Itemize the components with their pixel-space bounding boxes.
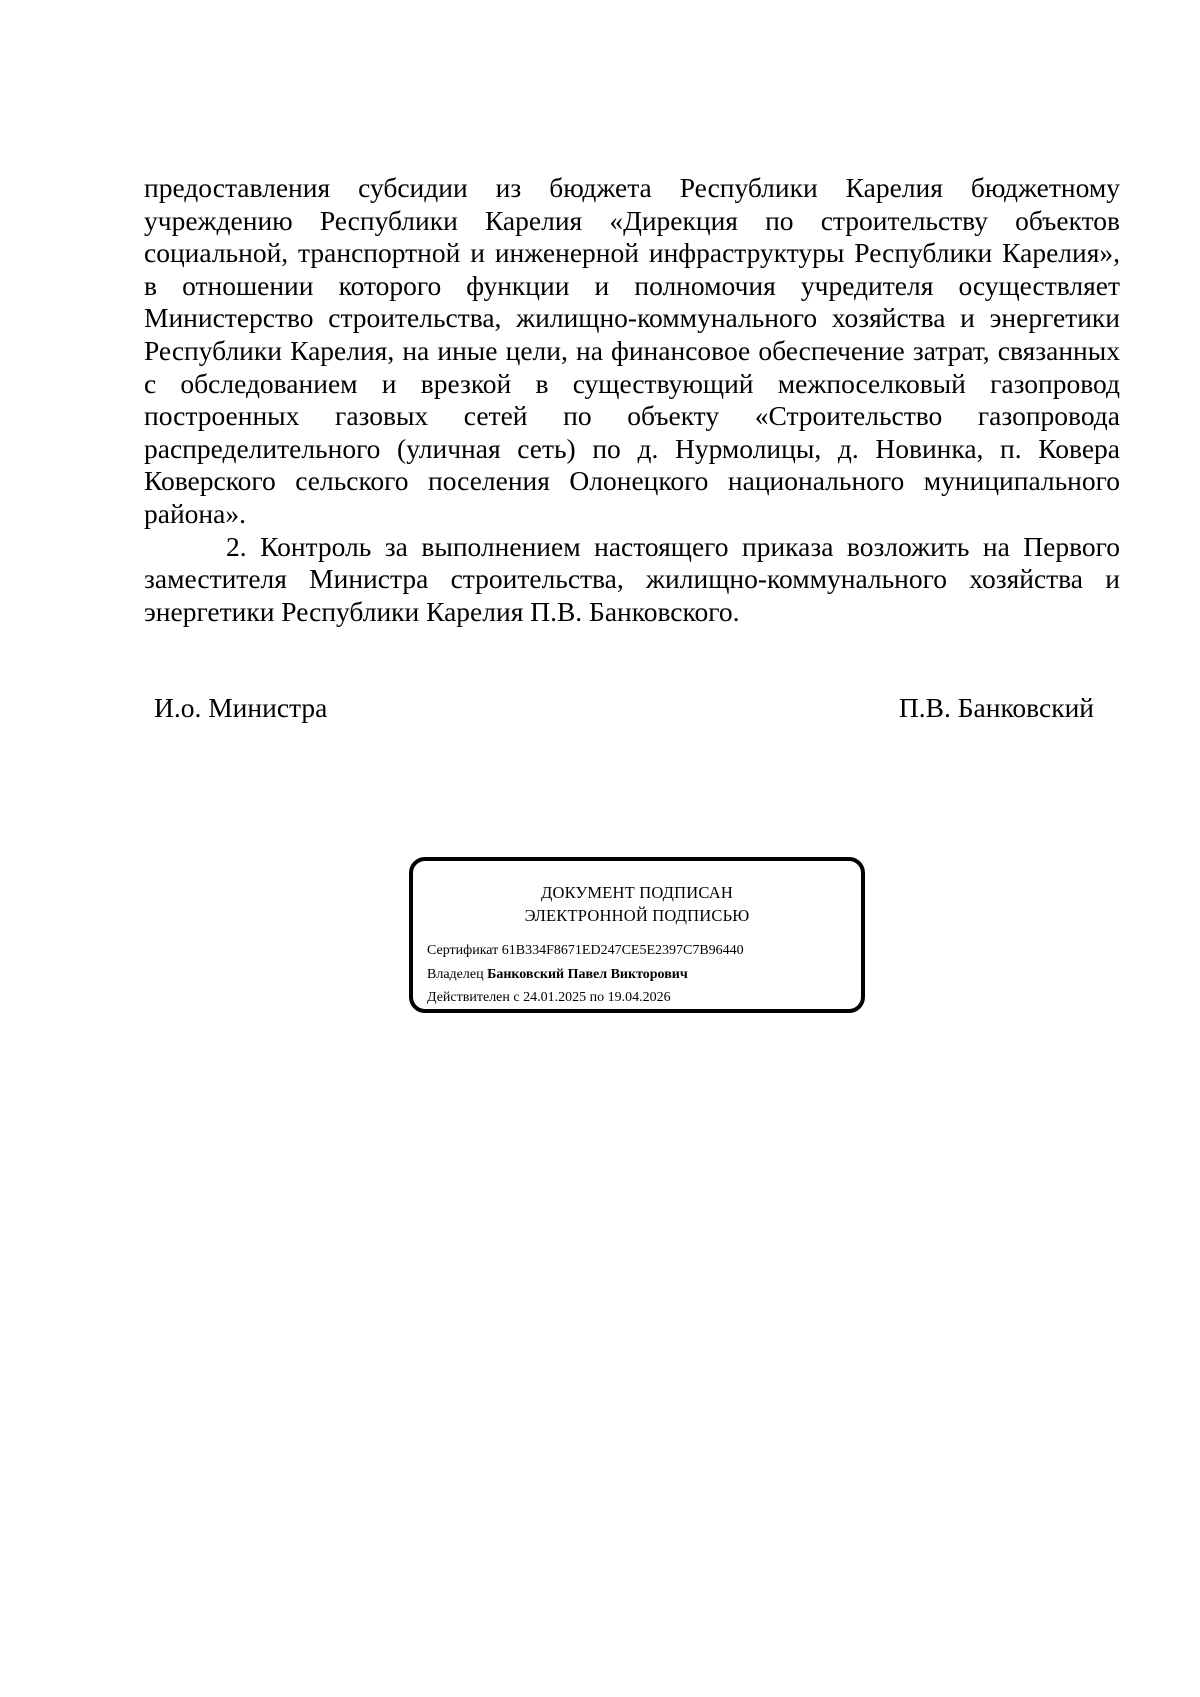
signatory-position: И.о. Министра (154, 692, 328, 723)
signature-block (154, 692, 1094, 724)
certificate-label: Сертификат (427, 943, 499, 958)
electronic-signature-stamp (409, 857, 865, 1013)
valid-from-date: 24.01.2025 (523, 990, 587, 1005)
stamp-certificate-line (427, 939, 744, 963)
paragraph-subsidy: предоставления субсидии из бюджета Республики Карелия бюджетному учреждению Республики Карелия «Дирекция по строительству объектов социальной, транспортной и инженерной инфраструктуры Республики Карелия», в отношении которого функции и полномочия учредителя осуществляет Министерство строительства, жилищно-коммунального хозяйства и энергетики Республики Карелия, на иные цели, на финансовое обеспечение затрат, связанных с обследованием и врезкой в существующий межпоселковый газопровод построенных газовых сетей по объекту «Строительство газопровода распределительного (уличная сеть) по д. Нурмолицы, д. Новинка, п. Ковера Коверского сельского поселения Олонецкого национального муниципального района». (144, 172, 1120, 529)
document-body (144, 172, 1120, 628)
valid-from-label: с (513, 990, 520, 1005)
stamp-details (427, 939, 744, 1010)
paragraph-control: 2. Контроль за выполнением настоящего приказа возложить на Первого заместителя Министра строительства, жилищно-коммунального хозяйства и энергетики Республики Карелия П.В. Банковского. (144, 530, 1120, 627)
stamp-title-line-1: ДОКУМЕНТ ПОДПИСАН (541, 883, 733, 902)
valid-to-label: по (589, 990, 605, 1005)
stamp-validity-line (427, 986, 744, 1010)
certificate-value: 61B334F8671ED247CE5E2397C7B96440 (501, 943, 744, 958)
signatory-name: П.В. Банковский (898, 692, 1094, 723)
owner-label: Владелец (427, 966, 484, 982)
stamp-title-line-2: ЭЛЕКТРОННОЙ ПОДПИСЬЮ (524, 906, 750, 925)
valid-label: Действителен (427, 990, 510, 1005)
valid-to-date: 19.04.2026 (607, 990, 671, 1005)
owner-value: Банковский Павел Викторович (487, 966, 688, 982)
stamp-owner-line (427, 963, 744, 987)
stamp-title (413, 881, 861, 927)
